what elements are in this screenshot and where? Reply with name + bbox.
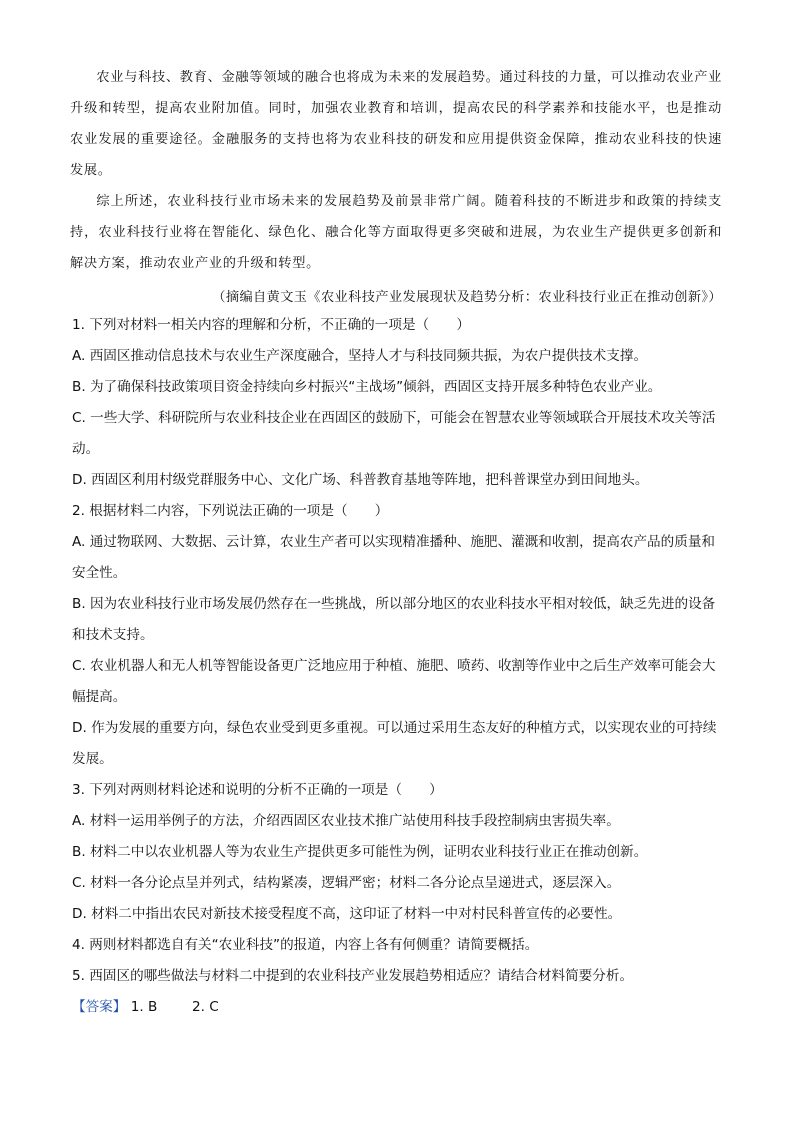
question-2-stem: 2. 根据材料二内容，下列说法正确的一项是（ ） xyxy=(72,503,389,519)
question-2-option-c: C. 农业机器人和无人机等智能设备更广泛地应用于种植、施肥、喷药、收割等作业中之后生产效率可能会大幅提高。 xyxy=(72,658,716,705)
question-2-option-b: B. 因为农业科技行业市场发展仍然存在一些挑战，所以部分地区的农业科技水平相对较低，缺乏先进的设备和技术支持。 xyxy=(72,596,716,643)
answer-item-2: 2. C xyxy=(191,999,219,1015)
question-1-option-d: D. 西固区利用村级党群服务中心、文化广场、科普教育基地等阵地，把科普课堂办到田间地头。 xyxy=(72,472,649,488)
question-1 xyxy=(72,310,722,496)
question-4-stem: 4. 两则材料都选自有关“农业科技”的报道，内容上各有何侧重？请简要概括。 xyxy=(72,937,539,953)
answer-line xyxy=(72,992,722,1023)
material-source-citation: （摘编自黄文玉《农业科技产业发展现状及趋势分析：农业科技行业正在推动创新》） xyxy=(212,290,722,305)
question-3 xyxy=(72,775,722,930)
question-1-stem: 1. 下列对材料一相关内容的理解和分析，不正确的一项是（ ） xyxy=(72,317,470,333)
question-2 xyxy=(72,496,722,775)
material-paragraph-1 xyxy=(70,62,722,186)
material-paragraph-1-text: 农业与科技、教育、金融等领域的融合也将成为未来的发展趋势。通过科技的力量，可以推动农业产业升级和转型，提高农业附加值。同时，加强农业教育和培训，提高农民的科学素养和技能水平，也是推动农业发展的重要途径。金融服务的支持也将为农业科技的研发和应用提供资金保障，推动农业科技的快速发展。 xyxy=(70,70,722,178)
question-3-option-d: D. 材料二中指出农民对新技术接受程度不高，这印证了材料一中对村民科普宣传的必要性。 xyxy=(72,906,622,922)
question-2-option-a: A. 通过物联网、大数据、云计算，农业生产者可以实现精准播种、施肥、灌溉和收割，提高农产品的质量和安全性。 xyxy=(72,534,716,581)
material-paragraph-2 xyxy=(70,186,722,279)
answer-tag: 【答案】 xyxy=(72,999,127,1015)
question-1-option-b: B. 为了确保科技政策项目资金持续向乡村振兴“主战场”倾斜，西固区支持开展多种特色农业产业。 xyxy=(72,379,662,395)
answer-item-1: 1. B xyxy=(130,999,158,1015)
question-3-option-c: C. 材料一各分论点呈并列式，结构紧凑，逻辑严密；材料二各分论点呈递进式，逐层深入。 xyxy=(72,875,621,891)
questions-section xyxy=(72,310,722,1023)
question-3-stem: 3. 下列对两则材料论述和说明的分析不正确的一项是（ ） xyxy=(72,782,443,798)
question-2-option-d: D. 作为发展的重要方向，绿色农业受到更多重视。可以通过采用生态友好的种植方式，以实现农业的可持续发展。 xyxy=(72,720,717,767)
question-5-stem: 5. 西固区的哪些做法与材料二中提到的农业科技产业发展趋势相适应？请结合材料简要分析。 xyxy=(72,968,634,984)
question-1-option-a: A. 西固区推动信息技术与农业生产深度融合，坚持人才与科技同频共振，为农户提供技术支撑。 xyxy=(72,348,648,364)
question-3-option-b: B. 材料二中以农业机器人等为农业生产提供更多可能性为例，证明农业科技行业正在推动创新。 xyxy=(72,844,648,860)
material-paragraph-2-text: 综上所述，农业科技行业市场未来的发展趋势及前景非常广阔。随着科技的不断进步和政策的持续支持，农业科技行业将在智能化、绿色化、融合化等方面取得更多突破和进展，为农业生产提供更多创新和解决方案，推动农业产业的升级和转型。 xyxy=(70,194,722,271)
question-1-option-c: C. 一些大学、科研院所与农业科技企业在西固区的鼓励下，可能会在智慧农业等领域联合开展技术攻关等活动。 xyxy=(72,410,716,457)
question-3-option-a: A. 材料一运用举例子的方法，介绍西固区农业技术推广站使用科技手段控制病虫害损失率。 xyxy=(72,813,620,829)
